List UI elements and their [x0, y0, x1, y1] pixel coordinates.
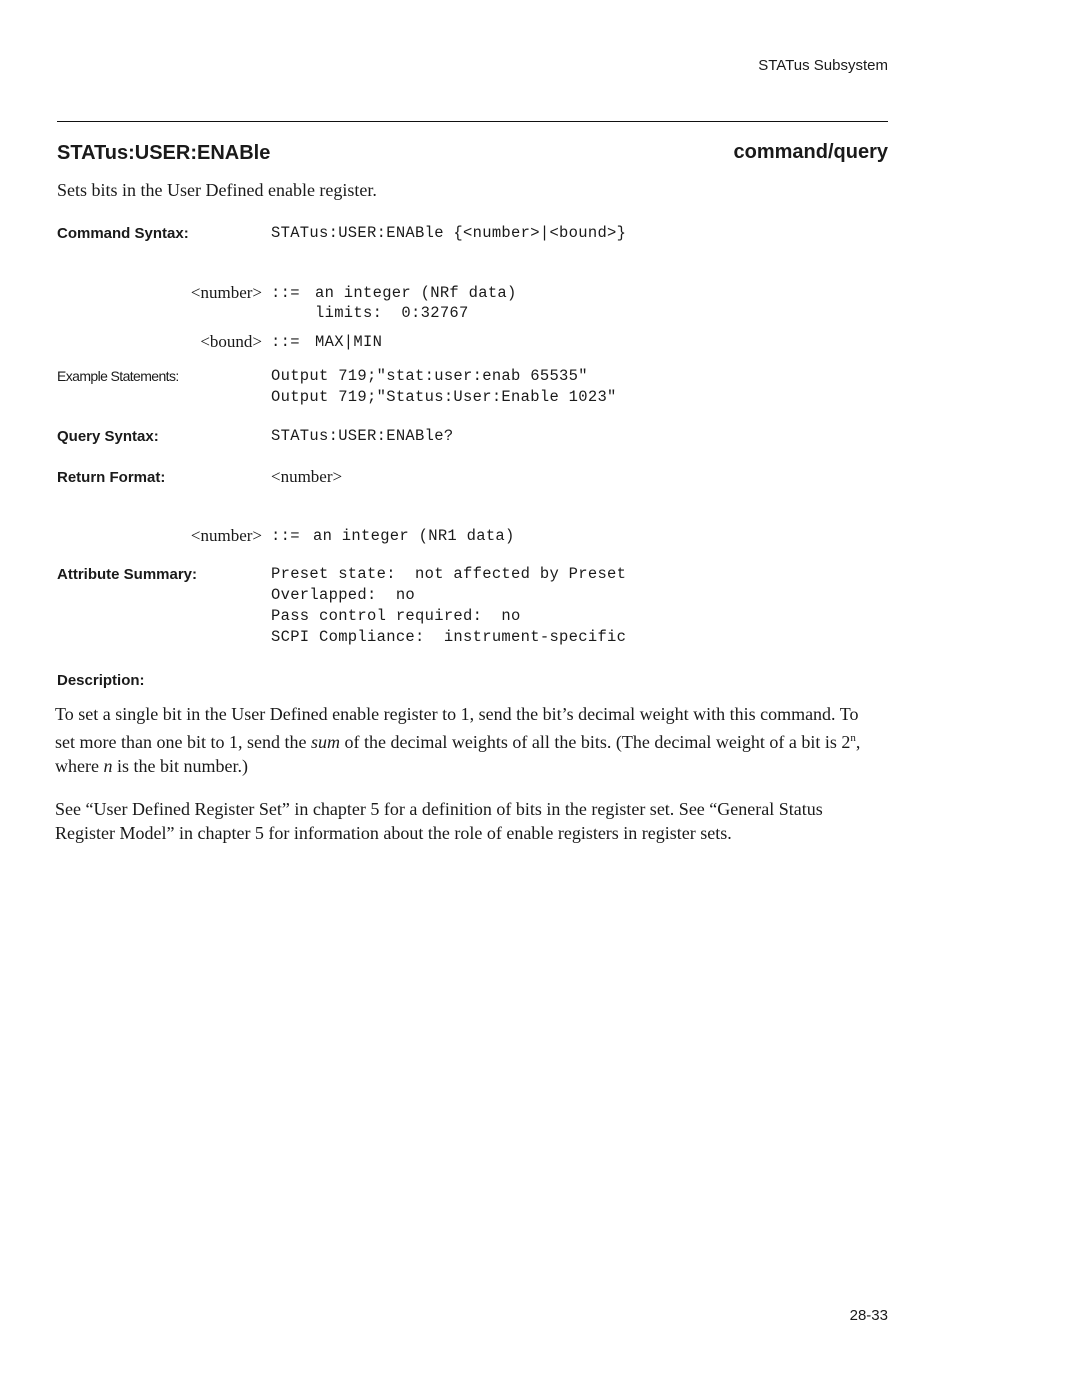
- bound-param-sep: ::=: [271, 333, 300, 351]
- running-header: STATus Subsystem: [758, 57, 888, 74]
- attribute-line-preset: Preset state: not affected by Preset: [271, 565, 627, 583]
- number-param-desc: an integer (NRf data): [315, 284, 517, 302]
- description-label: Description:: [57, 672, 145, 689]
- description-paragraph-1: To set a single bit in the User Defined enable register to 1, send the bit’s decimal weight with this command. To set more than one bit to 1, send the sum of the decimal weights of all the bits. (The decimal weight of a bit is 2$^n$, where n is the bit number.): [55, 704, 861, 776]
- command-syntax-label: Command Syntax:: [57, 225, 189, 242]
- header-rule: [57, 121, 888, 122]
- attribute-line-pass-control: Pass control required: no: [271, 607, 521, 625]
- command-title: STATus:USER:ENABle: [57, 142, 271, 164]
- number-param-sep: ::=: [271, 284, 300, 302]
- bound-param-desc: MAX|MIN: [315, 333, 383, 351]
- description-paragraph-2: See “User Defined Register Set” in chapter 5 for a definition of bits in the register set. See “General Status Register Model” in chapter 5 for information about the role of enable registers in register sets.: [55, 799, 823, 843]
- summary-text: Sets bits in the User Defined enable register.: [57, 180, 377, 200]
- return-number-desc: an integer (NR1 data): [313, 527, 515, 545]
- page-number: 28-33: [849, 1307, 888, 1324]
- return-number-name: <number>: [190, 526, 262, 545]
- query-syntax-label: Query Syntax:: [57, 428, 159, 445]
- bound-param-name: <bound>: [200, 332, 262, 351]
- return-number-sep: ::=: [271, 527, 300, 545]
- example-line-2: Output 719;"Status:User:Enable 1023": [271, 388, 617, 406]
- example-statements-label: Example Statements:: [57, 368, 179, 384]
- return-format-label: Return Format:: [57, 469, 166, 486]
- return-format-value: <number>: [271, 467, 343, 486]
- command-syntax-value: STATus:USER:ENABle {<number>|<bound>}: [271, 224, 627, 242]
- attribute-line-overlapped: Overlapped: no: [271, 586, 416, 604]
- query-syntax-value: STATus:USER:ENABle?: [271, 427, 454, 445]
- number-param-name: <number>: [190, 283, 262, 302]
- command-type: command/query: [733, 141, 888, 163]
- example-line-1: Output 719;"stat:user:enab 65535": [271, 367, 588, 385]
- number-param-limits: limits: 0:32767: [315, 304, 469, 322]
- attribute-summary-label: Attribute Summary:: [57, 566, 198, 583]
- attribute-line-scpi: SCPI Compliance: instrument-specific: [271, 628, 627, 646]
